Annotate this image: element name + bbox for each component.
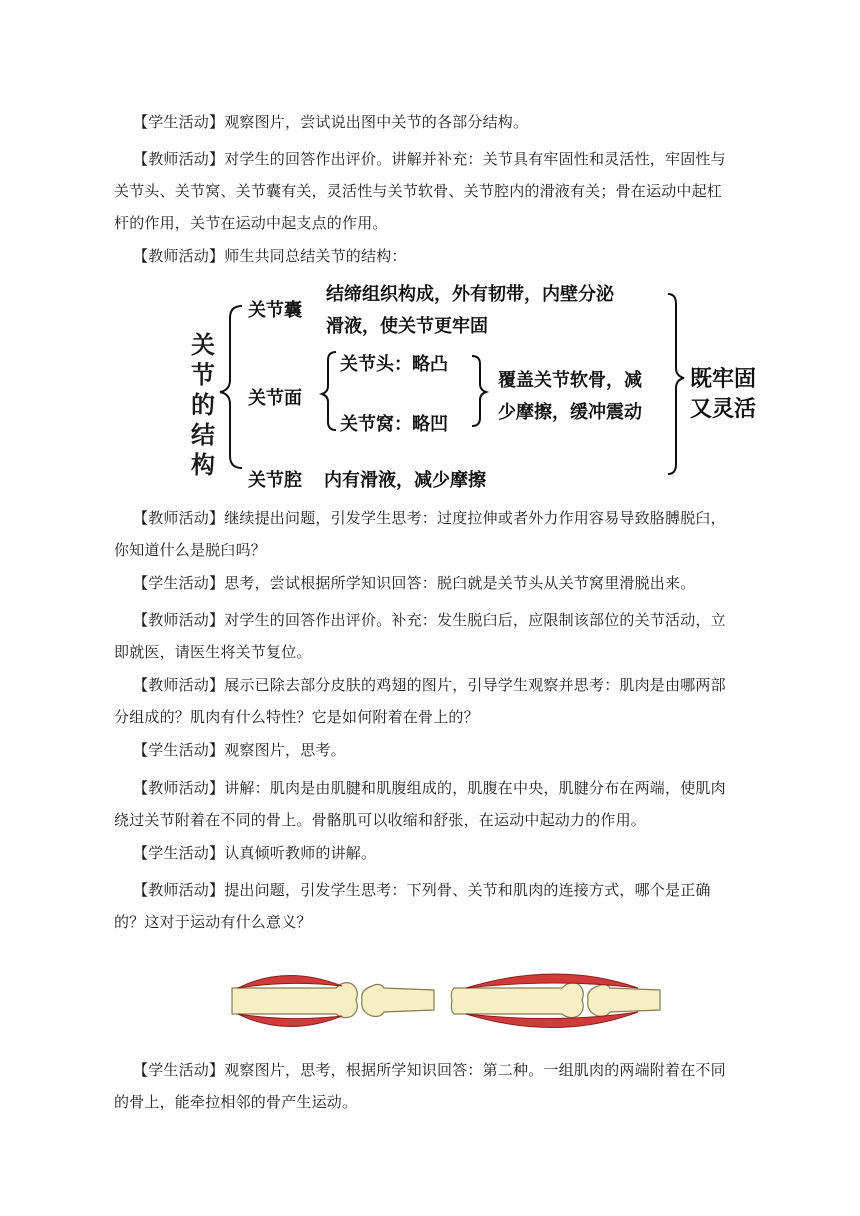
surface-desc-line1: 覆盖关节软骨，减: [498, 370, 642, 391]
paragraph-12: 【学生活动】观察图片，思考，根据所学知识回答：第二种。一组肌肉的两端附着在不同的骨上，能牵拉相邻的骨产生运动。: [114, 1061, 726, 1111]
right-bone-2: [588, 984, 660, 1016]
muscle-bone-illustration: [228, 966, 664, 1038]
left-bone-2: [362, 984, 434, 1016]
left-muscle-top: [238, 975, 342, 988]
diagram-root-label: 关 节 的 结 构: [191, 331, 215, 479]
capsule-desc-line1: 结缔组织构成，外有韧带，内壁分泌: [326, 284, 614, 305]
paragraph-7: 【教师活动】展示已除去部分皮肤的鸡翅的图片，引导学生观察并思考：肌肉是由哪两部分组成的？肌肉有什么特性？它是如何附着在骨上的？: [114, 676, 726, 726]
summary-line2: 又灵活: [690, 397, 757, 422]
paragraph-3: 【教师活动】师生共同总结关节的结构：: [133, 247, 407, 265]
capsule-label: 关节囊: [248, 300, 302, 321]
joint-structure-diagram: [170, 276, 770, 496]
paragraph-1: 【学生活动】观察图片，尝试说出图中关节的各部分结构。: [133, 113, 529, 131]
cavity-label: 关节腔: [248, 470, 302, 491]
capsule-desc-line2: 滑液，使关节更牢固: [326, 316, 488, 337]
paragraph-4: 【教师活动】继续提出问题，引发学生思考：过度拉伸或者外力作用容易导致胳膊脱臼，你知道什么是脱臼吗？: [114, 509, 726, 559]
right-muscle-top: [466, 974, 638, 988]
surface-head: 关节头：略凸: [340, 354, 448, 375]
surface-socket: 关节窝：略凹: [340, 414, 448, 435]
paragraph-6: 【教师活动】对学生的回答作出评价。补充：发生脱臼后，应限制该部位的关节活动，立即就医，请医生将关节复位。: [114, 611, 726, 661]
paragraph-10: 【学生活动】认真倾听教师的讲解。: [133, 844, 377, 862]
cavity-desc: 内有滑液，减少摩擦: [324, 470, 486, 491]
summary-line1: 既牢固: [690, 367, 757, 392]
left-muscle-bottom: [238, 1014, 342, 1027]
paragraph-2: 【教师活动】对学生的回答作出评价。讲解并补充：关节具有牢固性和灵活性，牢固性与关节头、关节窝、关节囊有关，灵活性与关节软骨、关节腔内的滑液有关；骨在运动中起杠杆的作用，关节在运动中起支点的作用。: [114, 150, 726, 232]
left-bone-1: [232, 983, 357, 1018]
surface-desc-line2: 少摩擦，缓冲震动: [498, 402, 642, 423]
surface-label: 关节面: [248, 388, 302, 409]
paragraph-11: 【教师活动】提出问题，引发学生思考：下列骨、关节和肌肉的连接方式，哪个是正确的？这对于运动有什么意义？: [114, 881, 711, 931]
paragraph-8: 【学生活动】观察图片，思考。: [133, 741, 346, 759]
paragraph-9: 【教师活动】讲解：肌肉是由肌腱和肌腹组成的，肌腹在中央，肌腱分布在两端，使肌肉绕过关节附着在不同的骨上。骨骼肌可以收缩和舒张，在运动中起动力的作用。: [114, 779, 726, 829]
paragraph-5: 【学生活动】思考，尝试根据所学知识回答：脱臼就是关节头从关节窝里滑脱出来。: [133, 574, 696, 592]
